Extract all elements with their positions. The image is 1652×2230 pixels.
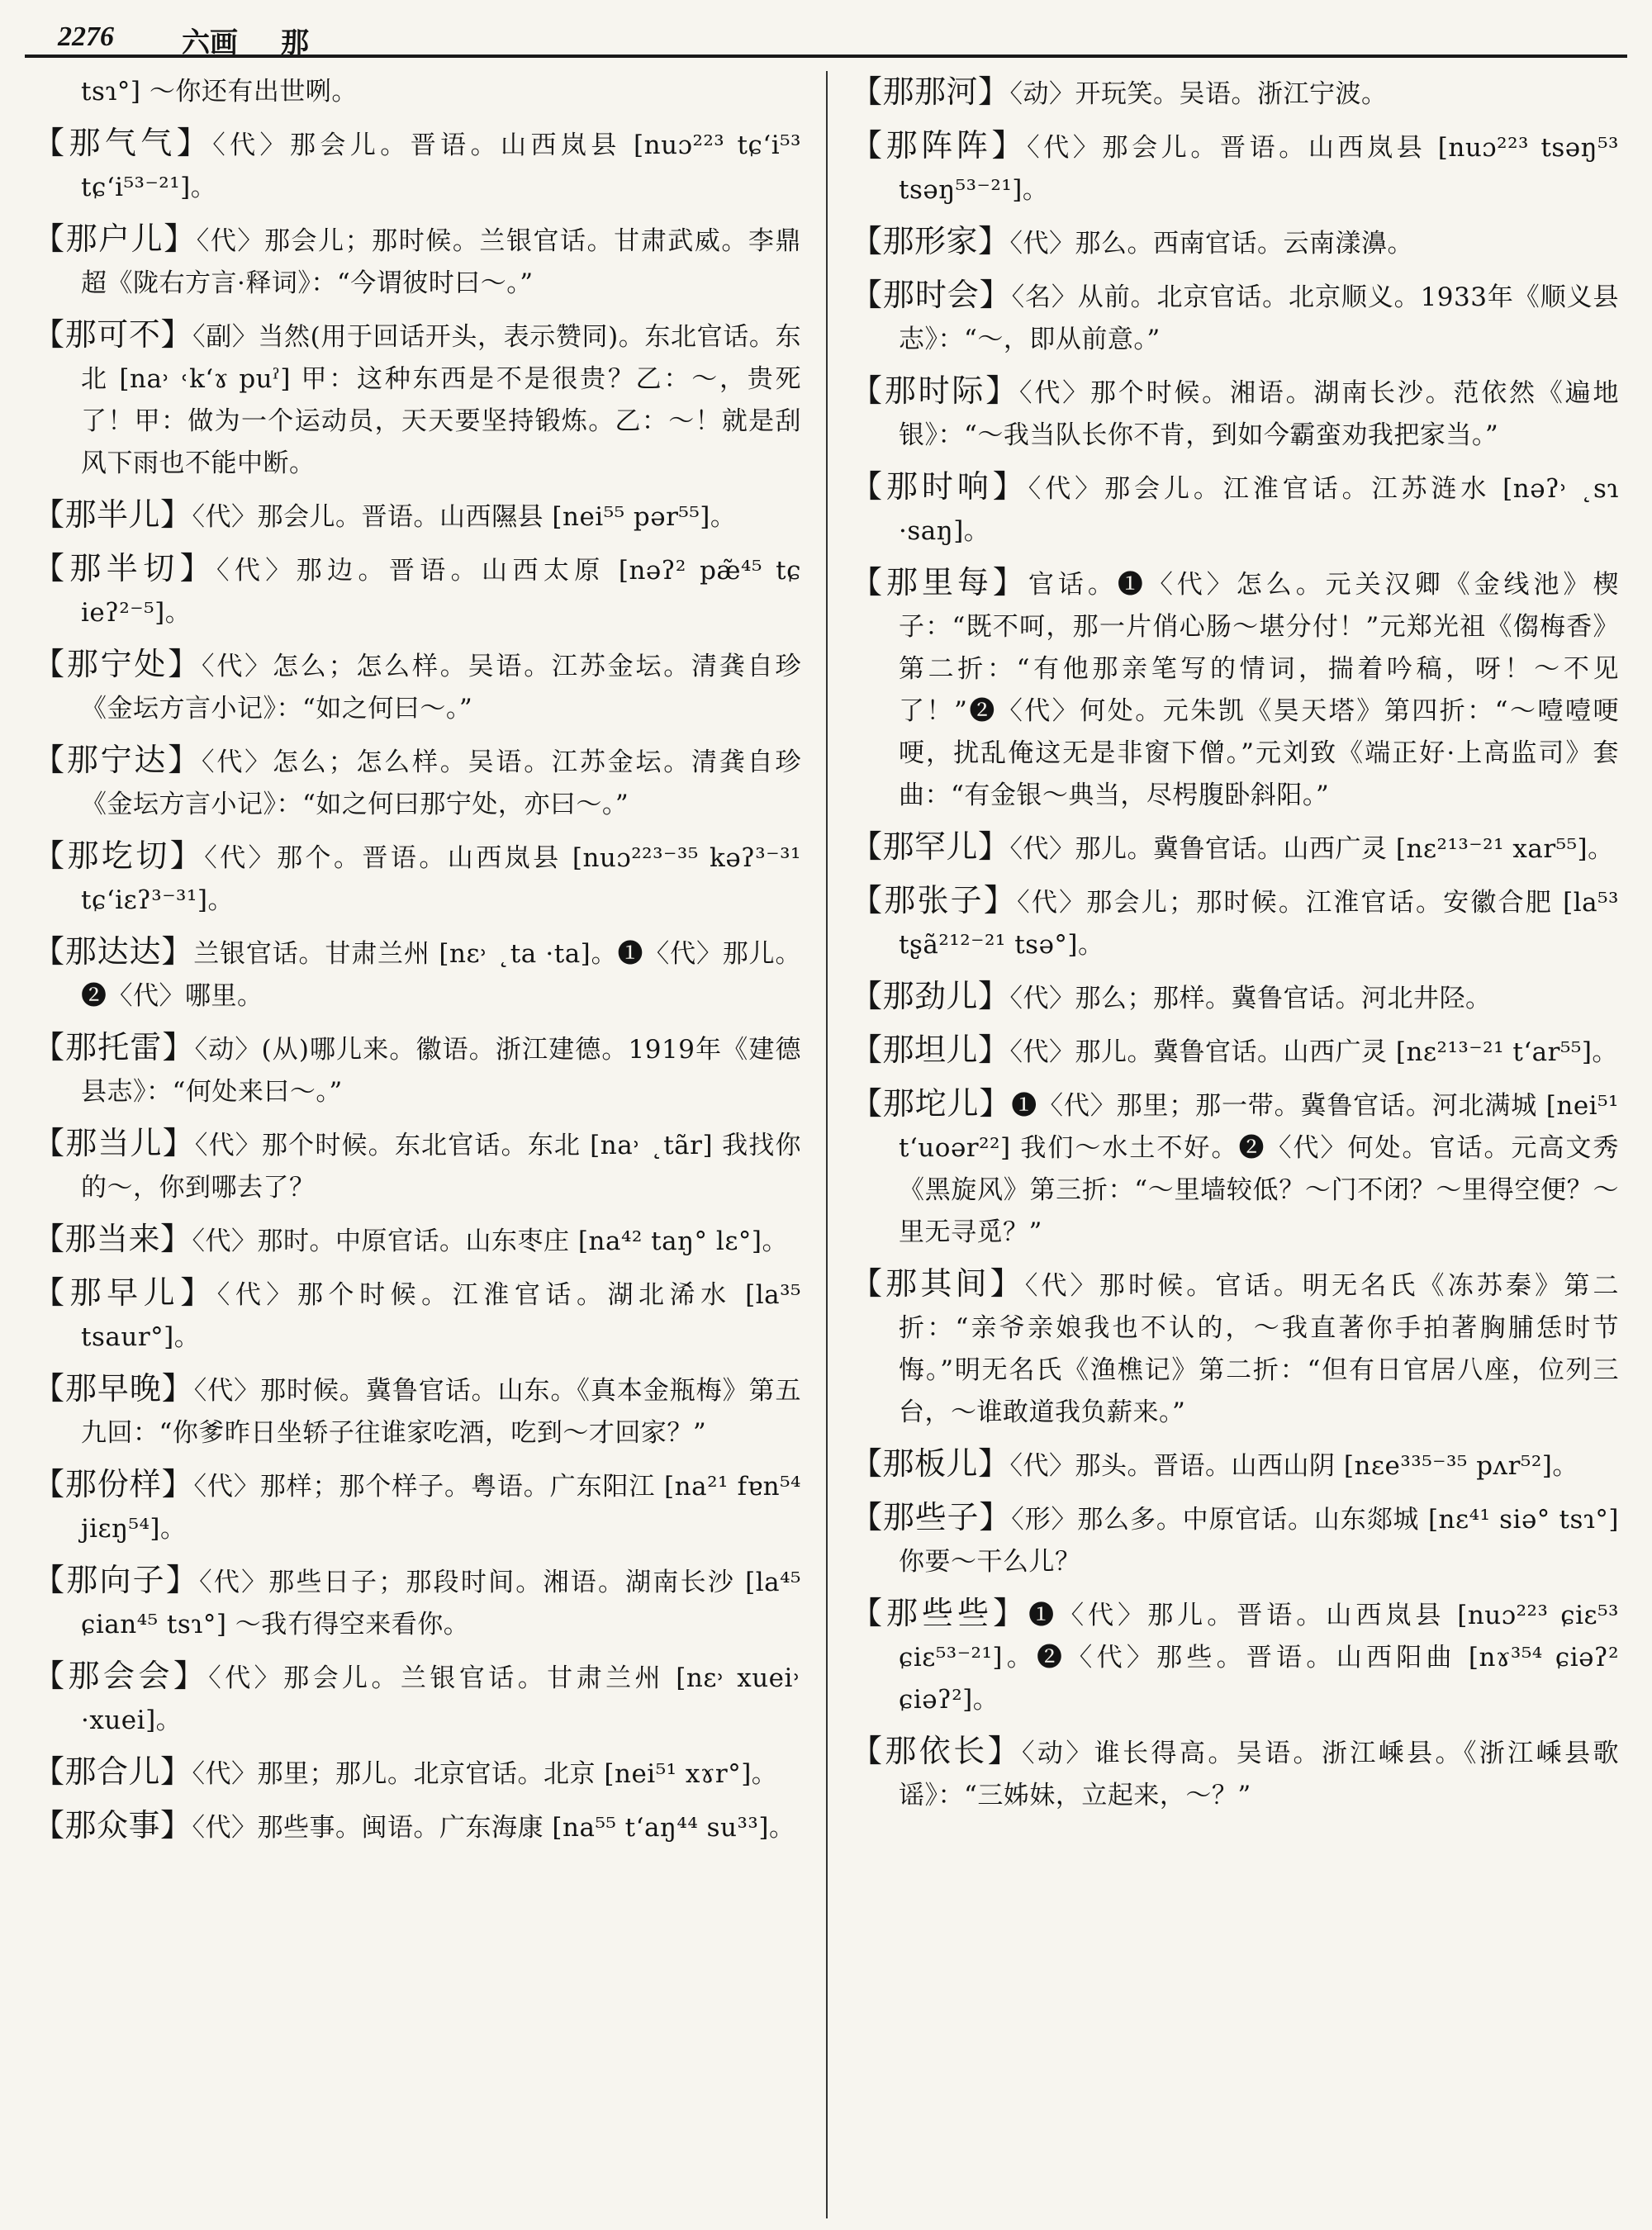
entry-headword: 【 那罕儿 】 bbox=[851, 828, 1010, 865]
entry-text: 〈代〉那些事。闽语。广东海康 [na⁵⁵ tʻaŋ⁴⁴ su³³]。 bbox=[192, 1813, 795, 1843]
entry-headword: 【 那合儿 】 bbox=[33, 1753, 192, 1790]
entry-headword: 【 那半切 】 bbox=[33, 550, 216, 586]
entry-text: 〈代〉那个时候。江淮官话。湖北浠水 [la³⁵ tsaur°]。 bbox=[81, 1280, 801, 1352]
entry-headword: 【 那张子 】 bbox=[851, 882, 1017, 918]
head-character: 那 bbox=[281, 26, 309, 59]
dictionary-entry bbox=[33, 931, 801, 1018]
entry-text: ❶〈代〉那儿。晋语。山西岚县 [nuɔ²²³ ɕiɛ⁵³ ɕiɛ⁵³⁻²¹]。❷〈代〉那些。晋语。山西阳曲 [nɤ³⁵⁴ ɕiəʔ² ɕiəʔ²]。 bbox=[899, 1601, 1619, 1715]
entry-text: 〈代〉那会儿；那时候。江淮官话。安徽合肥 [la⁵³ tʂã²¹²⁻²¹ tsə°]。 bbox=[899, 888, 1619, 960]
entry-text: 〈代〉那样；那个样子。粤语。广东阳江 [na²¹ fɐn⁵⁴ jiɛŋ⁵⁴]。 bbox=[81, 1472, 801, 1544]
dictionary-entry bbox=[33, 122, 801, 209]
entry-headword: 【 那早儿 】 bbox=[33, 1274, 217, 1311]
entry-headword: 【 那达达 】 bbox=[33, 933, 193, 970]
entry-headword: 【 那半儿 】 bbox=[33, 496, 192, 533]
entry-text: 兰银官话。甘肃兰州 [nɛ˒ ˛ta ·ta]。❶〈代〉那儿。❷〈代〉哪里。 bbox=[81, 939, 801, 1011]
dictionary-entry bbox=[851, 274, 1619, 361]
entry-text: 〈代〉那些日子；那段时间。湘语。湖南长沙 [la⁴⁵ ɕian⁴⁵ tsɿ°] ～我冇得空来看你。 bbox=[81, 1568, 801, 1639]
entry-headword: 【 那气气 】 bbox=[33, 125, 212, 161]
entry-text: 〈代〉那个时候。湘语。湖南长沙。范依然《遍地银》：“～我当队长你不肯，到如今霸蛮劝我把家当。” bbox=[899, 378, 1619, 450]
entry-text: 〈代〉那个。晋语。山西岚县 [nuɔ²²³⁻³⁵ kəʔ³⁻³¹ tɕʻiɛʔ³⁻³¹]。 bbox=[81, 843, 801, 915]
entry-text: 〈代〉那儿。冀鲁官话。山西广灵 [nɛ²¹³⁻²¹ tʻar⁵⁵]。 bbox=[1009, 1037, 1618, 1067]
entry-text: tsɿ°] ～你还有出世咧。 bbox=[81, 77, 358, 107]
dictionary-entry bbox=[33, 1368, 801, 1454]
entry-text: 〈名〉从前。北京官话。北京顺义。1933年《顺义县志》：“～，即从前意。” bbox=[899, 282, 1619, 354]
entry-headword: 【 那会会 】 bbox=[33, 1658, 208, 1694]
dictionary-entry bbox=[851, 1592, 1619, 1721]
dictionary-entry bbox=[33, 218, 801, 305]
entry-text: 〈代〉那么；那样。冀鲁官话。河北井陉。 bbox=[1009, 984, 1492, 1013]
page-header bbox=[58, 18, 1627, 58]
entry-headword: 【 那当来 】 bbox=[33, 1221, 192, 1257]
section-label: 六画 bbox=[182, 26, 238, 59]
entry-headword: 【 那其间 】 bbox=[851, 1265, 1025, 1302]
dictionary-entry bbox=[851, 125, 1619, 211]
entry-headword: 【 那早晚 】 bbox=[33, 1370, 194, 1407]
dictionary-entry bbox=[851, 466, 1619, 553]
dictionary-entry bbox=[33, 1805, 801, 1849]
entry-text: 〈动〉开玩笑。吴语。浙江宁波。 bbox=[1009, 79, 1388, 109]
dictionary-entry bbox=[33, 1272, 801, 1359]
dictionary-entry bbox=[33, 1559, 801, 1646]
left-column bbox=[33, 71, 801, 2218]
entry-headword: 【 那劲儿 】 bbox=[851, 978, 1010, 1014]
entry-headword: 【 那户儿 】 bbox=[33, 221, 197, 257]
entry-text: 〈代〉那时候。官话。明无名氏《冻苏秦》第二折：“亲爷亲娘我也不认的，～我直著你手拍著胸脯恁时节悔。”明无名氏《渔樵记》第二折：“但有日官居八座，位列三台，～谁敢道我负薪来。” bbox=[899, 1271, 1619, 1427]
entry-text: 〈代〉那儿。冀鲁官话。山西广灵 [nɛ²¹³⁻²¹ xar⁵⁵]。 bbox=[1009, 834, 1614, 864]
entry-text: ❶〈代〉那里；那一带。冀鲁官话。河北满城 [nei⁵¹ tʻuoər²²] 我们～水土不好。❷〈代〉何处。官话。元高文秀《黑旋风》第三折：“～里墙较低？～门不闭？～里得空便？～里无寻觅？” bbox=[899, 1091, 1619, 1247]
entry-text: 官话。❶〈代〉怎么。元关汉卿《金线池》楔子：“既不呵，那一片俏心肠～堪分付！”元郑光祖《㑳梅香》第二折：“有他那亲笔写的情词，揣着吟稿，呀！～不见了！”❷〈代〉何处。元朱凯《昊天塔》第四折：“～噎噎哽哽，扰乱俺这无是非窗下僧。”元刘致《端正好·上高监司》套曲：“有金银～典当，尽枵腹卧斜阳。” bbox=[899, 570, 1619, 810]
entry-text: 〈形〉那么多。中原官话。山东郯城 [nɛ⁴¹ siə° tsɿ°] 你要～干么儿？ bbox=[899, 1505, 1619, 1577]
entry-headword: 【 那宁处 】 bbox=[33, 646, 202, 682]
entry-text: 〈代〉那时候。冀鲁官话。山东。《真本金瓶梅》第五九回：“你爹昨日坐轿子往谁家吃酒，吃到～才回家？” bbox=[81, 1376, 801, 1448]
entry-headword: 【 那坨儿 】 bbox=[851, 1085, 1011, 1122]
entry-headword: 【 那形家 】 bbox=[851, 223, 1010, 259]
entry-text: 〈代〉那么。西南官话。云南漾濞。 bbox=[1009, 229, 1414, 259]
entry-headword: 【 那托雷 】 bbox=[33, 1029, 195, 1065]
dictionary-entry bbox=[851, 370, 1619, 457]
dictionary-entry bbox=[851, 562, 1619, 817]
entry-headword: 【 那些些 】 bbox=[851, 1595, 1028, 1631]
dictionary-entry bbox=[851, 1443, 1619, 1487]
entry-headword: 【 那时际 】 bbox=[851, 372, 1019, 409]
entry-headword: 【 那可不 】 bbox=[33, 316, 192, 353]
dictionary-entry bbox=[851, 1263, 1619, 1434]
dictionary-entry bbox=[33, 1218, 801, 1263]
dictionary-entry bbox=[33, 548, 801, 634]
entry-headword: 【 那些子 】 bbox=[851, 1499, 1011, 1535]
dictionary-entry bbox=[851, 221, 1619, 265]
entry-text: 〈代〉怎么；怎么样。吴语。江苏金坛。清龚自珍《金坛方言小记》：“如之何曰那宁处，亦曰～。” bbox=[81, 747, 801, 819]
dictionary-entry bbox=[851, 1083, 1619, 1254]
entry-text: 〈代〉那会儿。兰银官话。甘肃兰州 [nɛ˒ xuei˒ ·xuei]。 bbox=[81, 1663, 801, 1735]
dictionary-entry bbox=[33, 1655, 801, 1742]
entry-headword: 【 那那河 】 bbox=[851, 74, 1010, 110]
entry-headword: 【 那当儿 】 bbox=[33, 1125, 195, 1161]
dictionary-entry bbox=[851, 880, 1619, 966]
dictionary-entry bbox=[33, 1464, 801, 1550]
dictionary-entry bbox=[33, 739, 801, 826]
dictionary-entry bbox=[33, 1122, 801, 1209]
entry-text: 〈代〉那会儿。晋语。山西岚县 [nuɔ²²³ tsəŋ⁵³ tsəŋ⁵³⁻²¹]。 bbox=[899, 133, 1619, 205]
entry-headword: 【 那时响 】 bbox=[851, 468, 1028, 505]
entry-headword: 【 那众事 】 bbox=[33, 1807, 192, 1843]
entry-headword: 【 那依长 】 bbox=[851, 1733, 1022, 1769]
entry-headword: 【 那圪切 】 bbox=[33, 837, 204, 874]
entry-text: 〈代〉那会儿。晋语。山西隰县 [nei⁵⁵ pər⁵⁵]。 bbox=[192, 502, 737, 532]
dictionary-entry bbox=[851, 1029, 1619, 1074]
right-column bbox=[851, 71, 1619, 2218]
dictionary-entry bbox=[33, 494, 801, 539]
dictionary-entry bbox=[33, 835, 801, 922]
entry-headword: 【 那阵阵 】 bbox=[851, 127, 1027, 164]
entry-text: 〈代〉那会儿。晋语。山西岚县 [nuɔ²²³ tɕʻi⁵³ tɕʻi⁵³⁻²¹]。 bbox=[81, 130, 801, 202]
dictionary-entry bbox=[851, 1730, 1619, 1817]
entry-headword: 【 那时会 】 bbox=[851, 277, 1012, 313]
entry-headword: 【 那向子 】 bbox=[33, 1562, 199, 1598]
dictionary-entry bbox=[851, 71, 1619, 116]
entry-text: 〈代〉那会儿；那时候。兰银官话。甘肃武威。李鼎超《陇右方言·释词》：“今谓彼时曰～。” bbox=[81, 226, 801, 298]
entry-text: 〈动〉(从)哪儿来。徽语。浙江建德。1919年《建德县志》：“何处来曰～。” bbox=[81, 1035, 801, 1107]
dictionary-entry bbox=[33, 1027, 801, 1113]
entry-text: 〈代〉那里；那儿。北京官话。北京 [nei⁵¹ xɤr°]。 bbox=[192, 1759, 778, 1789]
entry-text: 〈代〉怎么；怎么样。吴语。江苏金坛。清龚自珍《金坛方言小记》：“如之何曰～。” bbox=[81, 652, 801, 724]
entry-headword: 【 那份样 】 bbox=[33, 1466, 194, 1502]
dictionary-entry bbox=[851, 826, 1619, 871]
dictionary-entry bbox=[851, 1497, 1619, 1583]
dictionary-entry bbox=[851, 975, 1619, 1020]
column-divider bbox=[826, 71, 828, 2218]
entry-headword: 【 那宁达 】 bbox=[33, 742, 202, 778]
dictionary-entry bbox=[33, 314, 801, 485]
entry-text: 〈动〉谁长得高。吴语。浙江嵊县。《浙江嵊县歌谣》：“三姊妹，立起来，～？” bbox=[899, 1739, 1619, 1810]
entry-headword: 【 那里每 】 bbox=[851, 564, 1028, 600]
entry-headword: 【 那板儿 】 bbox=[851, 1445, 1010, 1482]
entry-text: 〈代〉那时。中原官话。山东枣庄 [na⁴² taŋ° lɛ°]。 bbox=[192, 1226, 788, 1256]
entry-text: 〈代〉那会儿。江淮官话。江苏涟水 [nəʔ˒ ˛sɿ ·saŋ]。 bbox=[899, 474, 1619, 546]
entry-text: 〈副〉当然(用于回话开头，表示赞同)。东北官话。东北 [na˒ ˓kʻɤ puˀ] 甲：这种东西是不是很贵？乙：～，贵死了！甲：做为一个运动员，天天要坚持锻炼。乙：～！就是刮风下雨也不能中断。 bbox=[81, 322, 801, 478]
dictionary-entry bbox=[33, 1751, 801, 1796]
dictionary-entry bbox=[33, 643, 801, 730]
page-number: 2276 bbox=[58, 21, 114, 52]
entry-headword: 【 那坦儿 】 bbox=[851, 1032, 1010, 1068]
entry-text: 〈代〉那个时候。东北官话。东北 [na˒ ˛tãr] 我找你的～，你到哪去了？ bbox=[81, 1131, 801, 1203]
dictionary-entry bbox=[33, 71, 801, 113]
entry-text: 〈代〉那头。晋语。山西山阴 [nɛe³³⁵⁻³⁵ pʌr⁵²]。 bbox=[1009, 1451, 1578, 1481]
header-rule bbox=[25, 55, 1627, 58]
entry-text: 〈代〉那边。晋语。山西太原 [nəʔ² pæ̃⁴⁵ tɕ ieʔ²⁻⁵]。 bbox=[81, 556, 801, 628]
